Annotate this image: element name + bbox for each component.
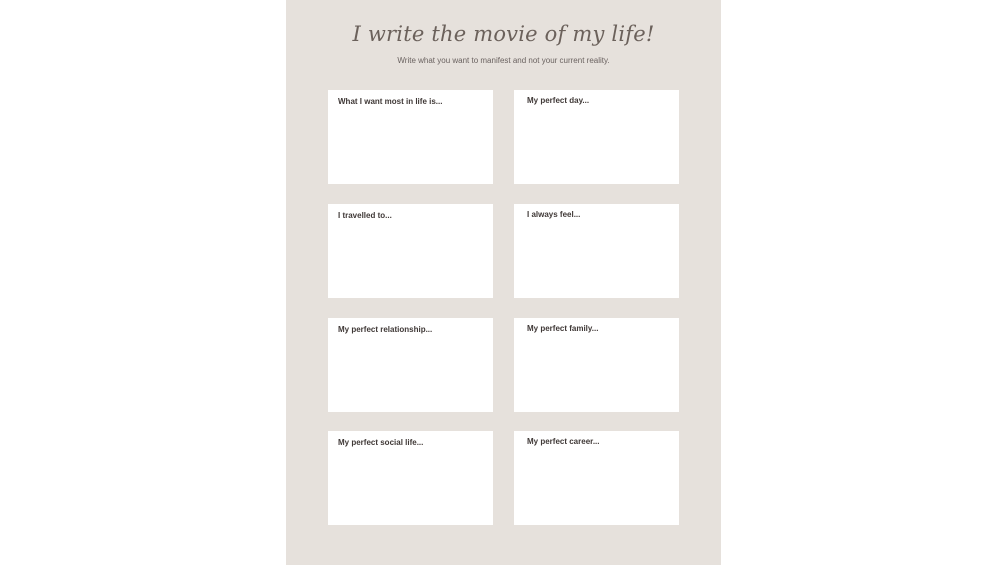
prompt-label: My perfect social life... [338, 438, 424, 447]
prompt-box-perfect-social-life[interactable] [328, 431, 493, 525]
prompt-label: What I want most in life is... [338, 97, 443, 106]
page-title: I write the movie of my life! [352, 22, 655, 46]
prompt-label: My perfect family... [527, 324, 599, 333]
prompt-label: My perfect career... [527, 437, 600, 446]
prompt-box-perfect-family[interactable] [514, 318, 679, 412]
prompt-box-always-feel[interactable] [514, 204, 679, 298]
prompt-label: I travelled to... [338, 211, 392, 220]
worksheet-page [286, 0, 721, 565]
page-subtitle: Write what you want to manifest and not your current reality. [397, 56, 610, 65]
prompt-label: My perfect day... [527, 96, 590, 105]
prompt-box-perfect-day[interactable] [514, 90, 679, 184]
prompt-box-perfect-relationship[interactable] [328, 318, 493, 412]
prompt-label: I always feel... [527, 210, 581, 219]
prompt-box-what-i-want[interactable] [328, 90, 493, 184]
prompt-box-travelled-to[interactable] [328, 204, 493, 298]
prompt-box-perfect-career[interactable] [514, 431, 679, 525]
prompt-label: My perfect relationship... [338, 325, 433, 334]
